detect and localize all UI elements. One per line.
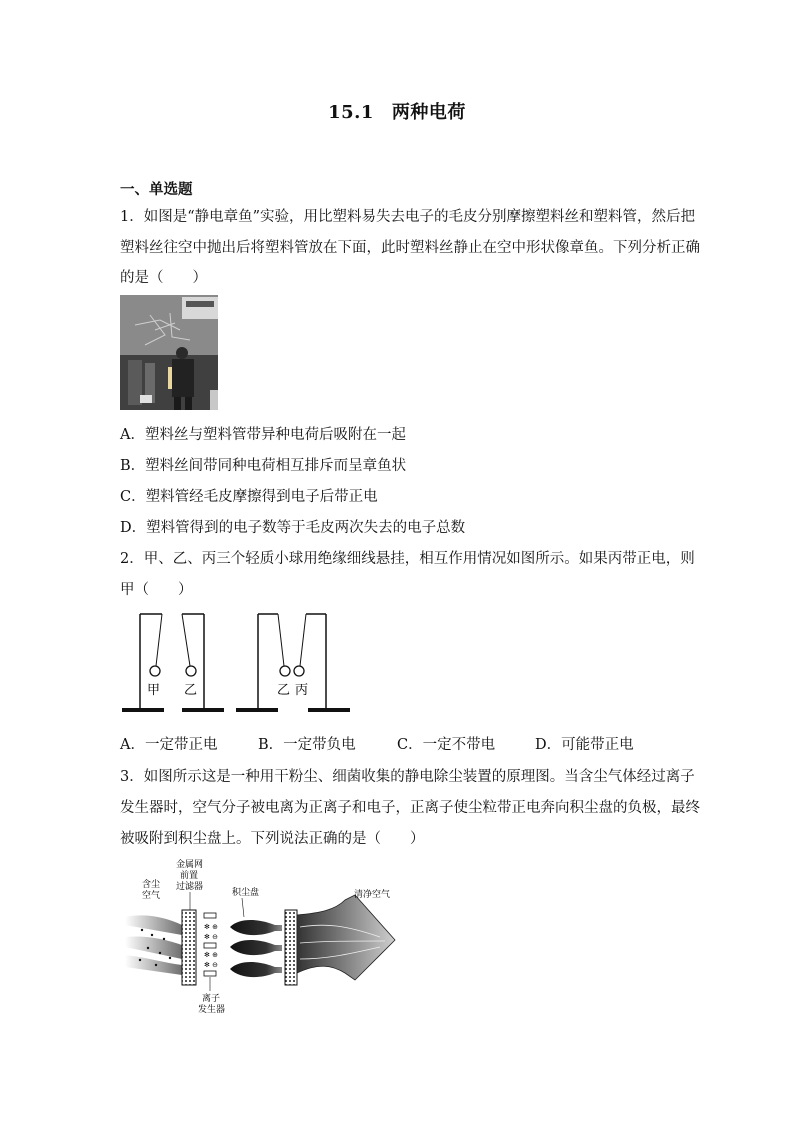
svg-text:✻ ⊖: ✻ ⊖ <box>204 961 218 969</box>
label-bing: 丙 <box>295 683 309 698</box>
q2-option-c: C．一定不带电 <box>397 737 496 753</box>
static-octopus-photo <box>120 295 218 410</box>
q2-line-1: 2．甲、乙、丙三个轻质小球用绝缘细线悬挂，相互作用情况如图所示。如果丙带正电，则 <box>120 551 695 567</box>
page-title <box>0 98 794 124</box>
q3-line-3: 被吸附到积尘盘上。下列说法正确的是（ ） <box>120 831 425 847</box>
q2-option-a: A．一定带正电 <box>120 737 218 753</box>
q1-line-1: 1．如图是“静电章鱼”实验，用比塑料易失去电子的毛皮分别摩擦塑料丝和塑料管，然后把 <box>120 209 696 225</box>
label-dust-plate: 积尘盘 <box>232 888 260 898</box>
label-ionizer-2: 发生器 <box>198 1005 226 1015</box>
label-clean-air: 清净空气 <box>354 890 391 900</box>
label-yi-right: 乙 <box>277 683 291 698</box>
label-filter-2: 前置 <box>180 871 199 881</box>
label-dusty-air-1: 含尘 <box>142 880 161 890</box>
svg-text:✻ ⊕: ✻ ⊕ <box>204 951 218 959</box>
q2-option-b: B．一定带负电 <box>258 737 356 753</box>
electrostatic-precipitator-figure <box>120 855 400 1019</box>
section-heading: 一、单选题 <box>120 181 193 198</box>
q1-line-2: 塑料丝往空中抛出后将塑料管放在下面，此时塑料丝静止在空中形状像章鱼。下列分析正确 <box>120 240 700 256</box>
svg-text:✻ ⊕: ✻ ⊕ <box>204 923 218 931</box>
q2-option-d: D．可能带正电 <box>535 737 634 753</box>
title-number: 15.1 <box>328 102 374 123</box>
label-dusty-air-2: 空气 <box>142 891 161 901</box>
svg-text:✻ ⊖: ✻ ⊖ <box>204 933 218 941</box>
q1-option-a: A．塑料丝与塑料管带异种电荷后吸附在一起 <box>120 427 406 443</box>
q1-option-d: D．塑料管得到的电子数等于毛皮两次失去的电子总数 <box>120 520 466 536</box>
title-text: 两种电荷 <box>391 102 466 123</box>
label-jia: 甲 <box>147 683 161 698</box>
q3-line-1: 3．如图所示这是一种用干粉尘、细菌收集的静电除尘装置的原理图。当含尘气体经过离子 <box>120 769 695 785</box>
hanging-balls-figure <box>120 610 360 724</box>
label-filter-3: 过滤器 <box>176 882 204 892</box>
label-yi-left: 乙 <box>184 683 198 698</box>
label-filter-1: 金属网 <box>176 860 204 870</box>
q3-line-2: 发生器时，空气分子被电离为正离子和电子，正离子使尘粒带正电奔向积尘盘的负极，最终 <box>120 800 700 816</box>
q1-option-c: C．塑料管经毛皮摩擦得到电子后带正电 <box>120 489 378 505</box>
q2-line-2: 甲（ ） <box>120 582 193 598</box>
label-ionizer-1: 离子 <box>202 994 221 1004</box>
q1-line-3: 的是（ ） <box>120 270 207 286</box>
q1-option-b: B．塑料丝间带同种电荷相互排斥而呈章鱼状 <box>120 458 407 474</box>
